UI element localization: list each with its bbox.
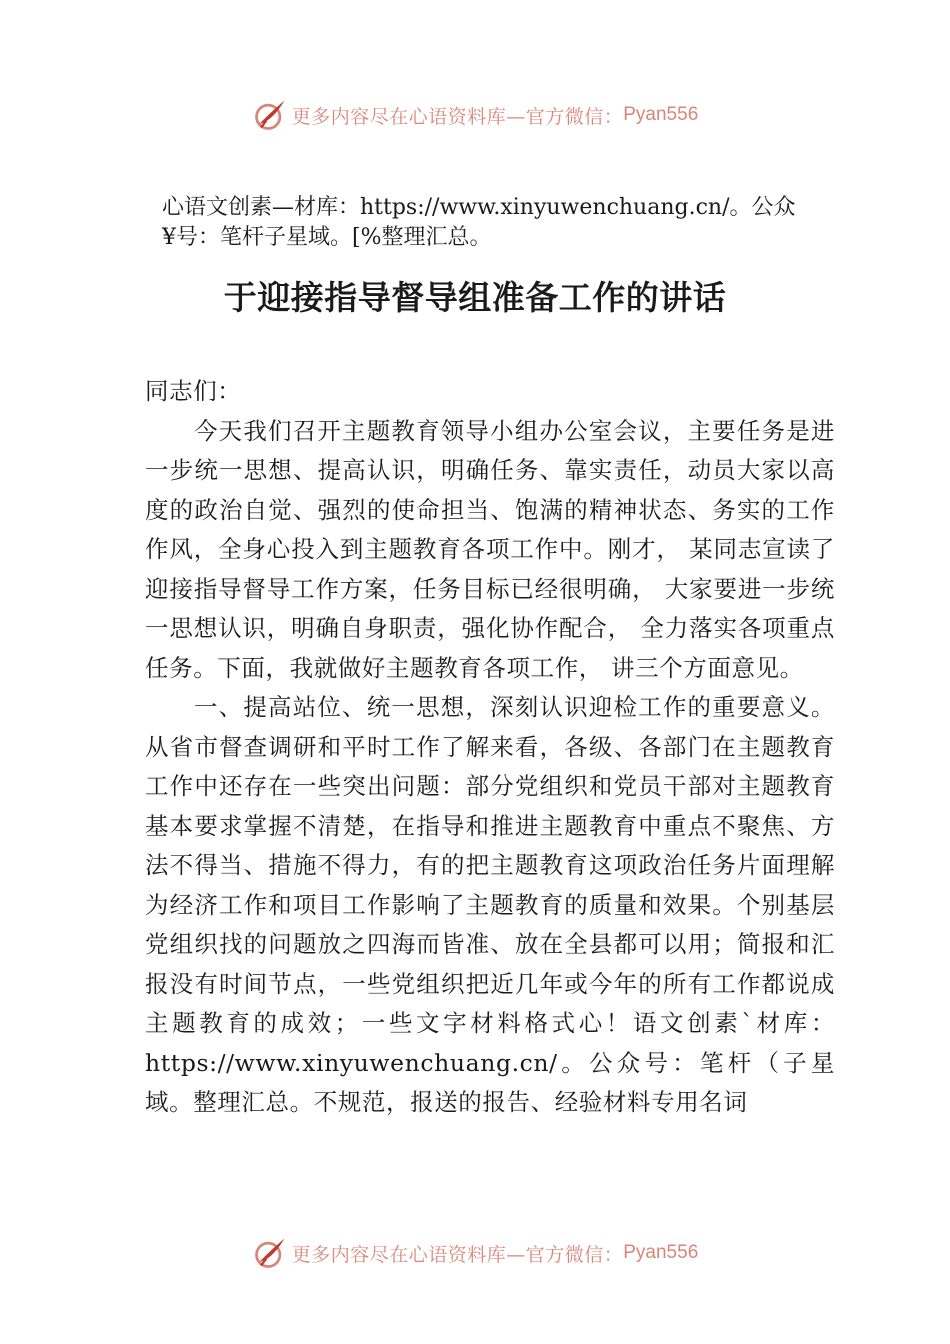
quill-logo-icon [252,97,288,133]
source-note: 心语文创素—材库：https://www.xinyuwenchuang.cn/。公众¥号：笔杆子星域。[%整理汇总。 [162,195,796,250]
watermark-banner-bottom [0,1233,950,1273]
quill-logo-icon [252,1235,288,1271]
document-title: 于迎接指导督导组准备工作的讲话 [223,278,727,317]
watermark-text: 更多内容尽在心语资料库—官方微信： [291,1243,624,1266]
watermark-banner-top [0,95,950,135]
document-body [145,372,835,1123]
watermark-wechat-id: Pyan556 [623,1242,699,1263]
watermark-text: 更多内容尽在心语资料库—官方微信： [291,105,624,128]
watermark-wechat-id: Pyan556 [623,104,699,125]
paragraph-section-one: 一、提高站位、统一思想，深刻认识迎检工作的重要意义。从省市督查调研和平时工作了解来看，各级、各部门在主题教育工作中还存在一些突出问题：部分党组织和党员干部对主题教育基本要求掌握不清楚，在指导和推进主题教育中重点不聚焦、方法不得当、措施不得力，有的把主题教育这项政治任务片面理解为经济工作和项目工作影响了主题教育的质量和效果。个别基层党组织找的问题放之四海而皆准、放在全县都可以用；简报和汇报没有时间节点，一些党组织把近几年或今年的所有工作都说成主题教育的成效；一些文字材料格式心！语文创素`材库：https://www.xinyuwenchuang.cn/。公众号：笔杆（子星域。整理汇总。不规范，报送的报告、经验材料专用名词 [145,693,835,1116]
paragraph-intro: 今天我们召开主题教育领导小组办公室会议，主要任务是进一步统一思想、提高认识，明确任务、靠实责任，动员大家以高度的政治自觉、强烈的使命担当、饱满的精神状态、务实的工作作风，全身心投入到主题教育各项工作中。刚才， 某同志宣读了迎接指导督导工作方案，任务目标已经很明确， 大家要进一步统一思想认识，明确自身职责，强化协作配合， 全力落实各项重点任务。下面，我就做好主题教育各项工作， 讲三个方面意见。 [145,416,835,682]
salutation: 同志们： [145,377,242,405]
